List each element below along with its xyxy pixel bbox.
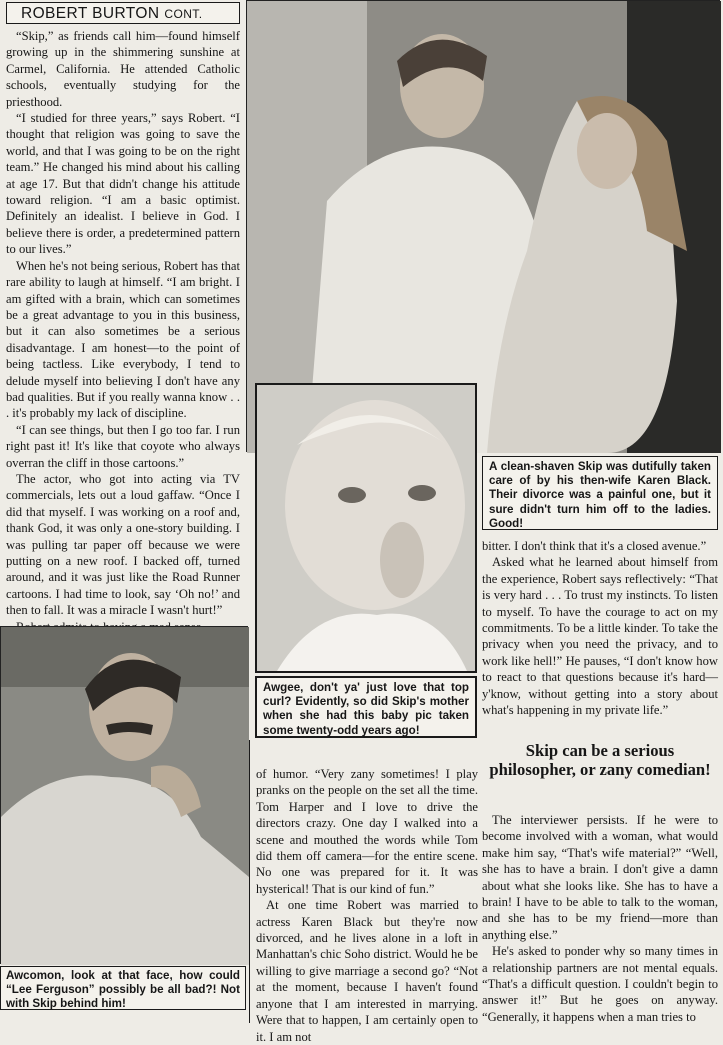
- subhead: Skip can be a serious philosopher, or zany comedian!: [489, 741, 711, 779]
- portrait-photo: [0, 626, 248, 964]
- column-3-paragraph: He's asked to ponder why so many times in a relationship partners are not mental equals. “That's a difficult question. I couldn't begin to answer it!” But he goes on anyway. “Generally, it happens when a man tries to: [482, 944, 718, 1024]
- column-3-paragraph: Asked what he learned about himself from the experience, Robert says reflectively: “That is very hard . . . To trust my instincts. To listen to myself. To have the courage to act on my commitments. To be a little kinder. To take the privacy when you need the privacy, and to work like hell!” He pauses, “I don't know how to react to that questions because it's hard—y'know, without getting into a story about what's happening in my private life.”: [482, 555, 718, 718]
- column-3-text-top: [482, 538, 718, 738]
- header-box: [6, 2, 240, 24]
- column-2-text: [256, 766, 478, 1044]
- baby-photo: [255, 383, 477, 673]
- baby-photo-image: [257, 385, 475, 671]
- column-1-paragraph: “I can see things, but then I go too far. I run right past it! It's like that coyote who always overran the cliff in those cartoons.”: [6, 422, 240, 470]
- portrait-photo-image: [1, 627, 249, 965]
- column-1-paragraph: “I studied for three years,” says Robert. “I thought that religion was going to save the world, and that I was going to be on the right team.” He changed his mind about his calling at age 17. But that didn't change his attitude toward religion. “I am a basic optimist. Definitely an idealist. I believe in God. I believe there is order, a predetermined pattern to our lives.”: [6, 111, 240, 257]
- caption-baby: Awgee, don't ya' just love that top curl? Evidently, so did Skip's mother when she had this baby pic taken some twenty-odd years ago!: [255, 676, 477, 738]
- column-2-paragraph: of humor. “Very zany sometimes! I play pranks on the people on the set all the time. Tom Harper and I love to drive the directors crazy. One day I walked into a scene and mouthed the words while Tom did them off camera—for the entire scene. No one was prepared for it. It was hysterical! That is our kind of fun.”: [256, 767, 478, 896]
- column-1-paragraph: “Skip,” as friends call him—found himself growing up in the shimmering sunshine at Carmel, California. He attended Catholic schools, eventually studying for the priesthood.: [6, 29, 240, 109]
- header-title: ROBERT BURTON CONT.: [21, 5, 203, 22]
- column-1-paragraph: When he's not being serious, Robert has that rare ability to laugh at himself. “I am bright. I am gifted with a brain, which can sometimes be a great advantage to you in this business, but it can also sometimes be a serious disadvantage. I am honest—to the point of being tactless. Like everybody, I tend to delude myself into believing I don't have any bad qualities. But if you really wanna know . . . it's probably my lack of discipline.: [6, 258, 241, 421]
- column-2-paragraph: At one time Robert was married to actress Karen Black but they're now divorced, and he lives alone in a loft in Manhattan's chic Soho district. Would he be willing to give marriage a second go? “Not at the moment, because I haven't found anyone that I am interested in marrying. Were that to happen, I am certainly open to it. I am not: [256, 898, 478, 1044]
- column-1-paragraph: The actor, who got into acting via TV commercials, lets out a loud gaffaw. “Once I did that myself. I was working on a roof and, thank God, it was only a one-story building. I was pulling tar paper off because we were putting on a new roof. I backed off, turned around, and it was just like the Road Runner cartoons. I had time to look, say ‘Oh no!’ and then to fall. It was a miracle I wasn't hurt!”: [6, 471, 240, 618]
- caption-couple: A clean-shaven Skip was dutifully taken care of by his then-wife Karen Black. Their divorce was a painful one, but it sure didn't turn him off to the ladies. Good!: [482, 456, 718, 530]
- column-rule: [249, 740, 250, 1023]
- column-3-paragraph: bitter. I don't think that it's a closed avenue.”: [482, 539, 707, 553]
- caption-portrait: Awcomon, look at that face, how could “Lee Ferguson” possibly be all bad?! Not with Skip behind him!: [0, 966, 246, 1010]
- column-1-text: [6, 28, 240, 622]
- column-3-paragraph: The interviewer persists. If he were to become involved with a woman, what would make him say, “That's wife material?” “Well, she has to have a brain. I don't give a damn about what she looks like. She has to have a brain! I have to be able to talk to the woman, and she has to be my friend—more than anything else.”: [482, 813, 718, 942]
- column-3-text-bottom: [482, 812, 718, 1022]
